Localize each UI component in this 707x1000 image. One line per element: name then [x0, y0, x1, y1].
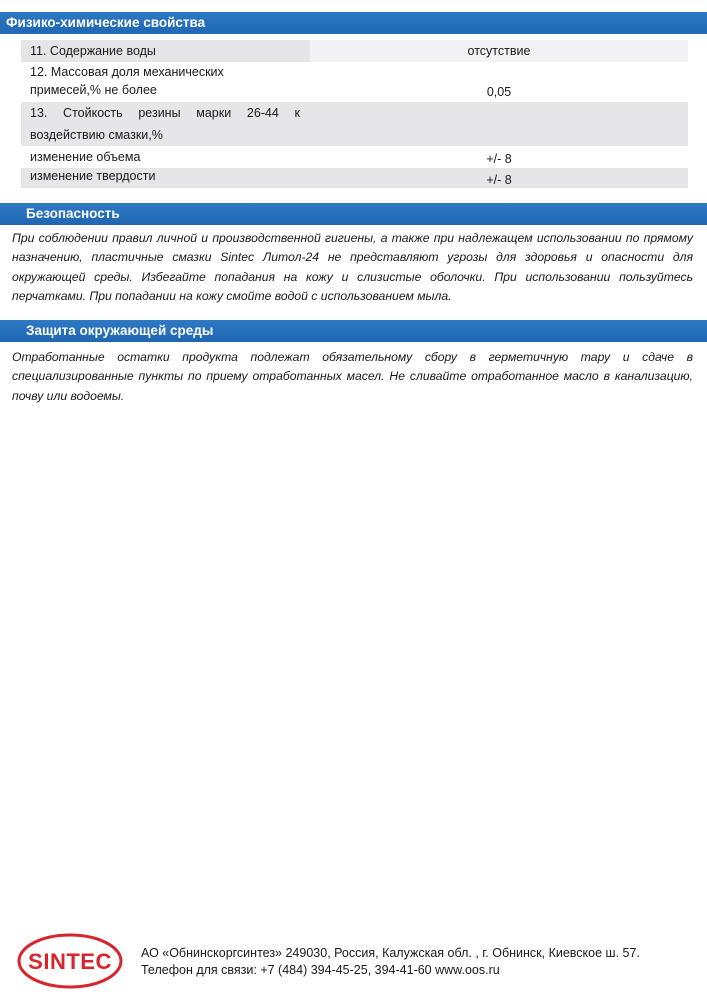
- row-value-impurities: 0,05: [486, 85, 512, 99]
- table-cell-value: [310, 168, 688, 188]
- row-label-impurities-line1: 12. Массовая доля механических: [30, 65, 224, 79]
- safety-paragraph: При соблюдении правил личной и производственной гигиены, а также при надлежащем использовании по прямому назначению, пластичные смазки Sintec Литол-24 не представляют угрозы для здоровья и опасности для окружающей среды. Избегайте попадания на кожу и слизистые оболочки. При использовании пользуйтесь перчатками. При попадании на кожу смойте водой с использованием мыла.: [12, 231, 693, 303]
- row-label-water: 11. Содержание воды: [30, 44, 156, 58]
- table-cell-value: [310, 40, 688, 62]
- table-cell-value: [310, 146, 688, 168]
- sintec-logo: [16, 932, 124, 990]
- table-cell-label: [21, 146, 310, 168]
- row-label-rubber-line2: воздействию смазки,%: [30, 128, 163, 142]
- section-title-environment: Защита окружающей среды: [26, 323, 214, 338]
- row-value-hardness: +/- 8: [486, 173, 512, 187]
- table-cell-value: [310, 102, 688, 146]
- table-cell-label: [21, 102, 310, 146]
- section-header-environment: [0, 320, 707, 342]
- row-label-hardness: изменение твердости: [30, 169, 156, 183]
- table-row: [21, 168, 688, 188]
- table-cell-label: [21, 40, 310, 62]
- row-label-impurities-line2: примесей,% не более: [30, 83, 157, 97]
- table-cell-value: [310, 62, 688, 102]
- table-cell-label: [21, 62, 310, 102]
- row-value-water: отсутствие: [467, 44, 531, 58]
- logo-wordmark: SINTEC: [28, 949, 112, 974]
- row-value-volume: +/- 8: [486, 152, 512, 166]
- section-header-safety: [0, 203, 707, 225]
- row-label-volume: изменение объема: [30, 150, 141, 164]
- table-row: [21, 102, 688, 146]
- table-cell-label: [21, 168, 310, 188]
- section-header-properties: [0, 12, 707, 34]
- table-row: [21, 62, 688, 102]
- row-label-rubber-line1: 13. Стойкость резины марки 26-44 к: [30, 106, 300, 120]
- footer-phone: Телефон для связи: +7 (484) 394-45-25, 394-41-60 www.oos.ru: [141, 963, 500, 977]
- table-row: [21, 40, 688, 62]
- environment-paragraph: Отработанные остатки продукта подлежат обязательному сбору в герметичную тару и сдаче в специализированные пункты по приему отработанных масел. Не сливайте отработанное масло в канализацию, почву или водоемы.: [12, 350, 693, 403]
- section-title-properties: Физико-химические свойства: [6, 15, 206, 30]
- section-title-safety: Безопасность: [26, 206, 120, 221]
- footer-address: АО «Обнинскоргсинтез» 249030, Россия, Калужская обл. , г. Обнинск, Киевское ш. 57.: [141, 946, 640, 960]
- table-row: [21, 146, 688, 168]
